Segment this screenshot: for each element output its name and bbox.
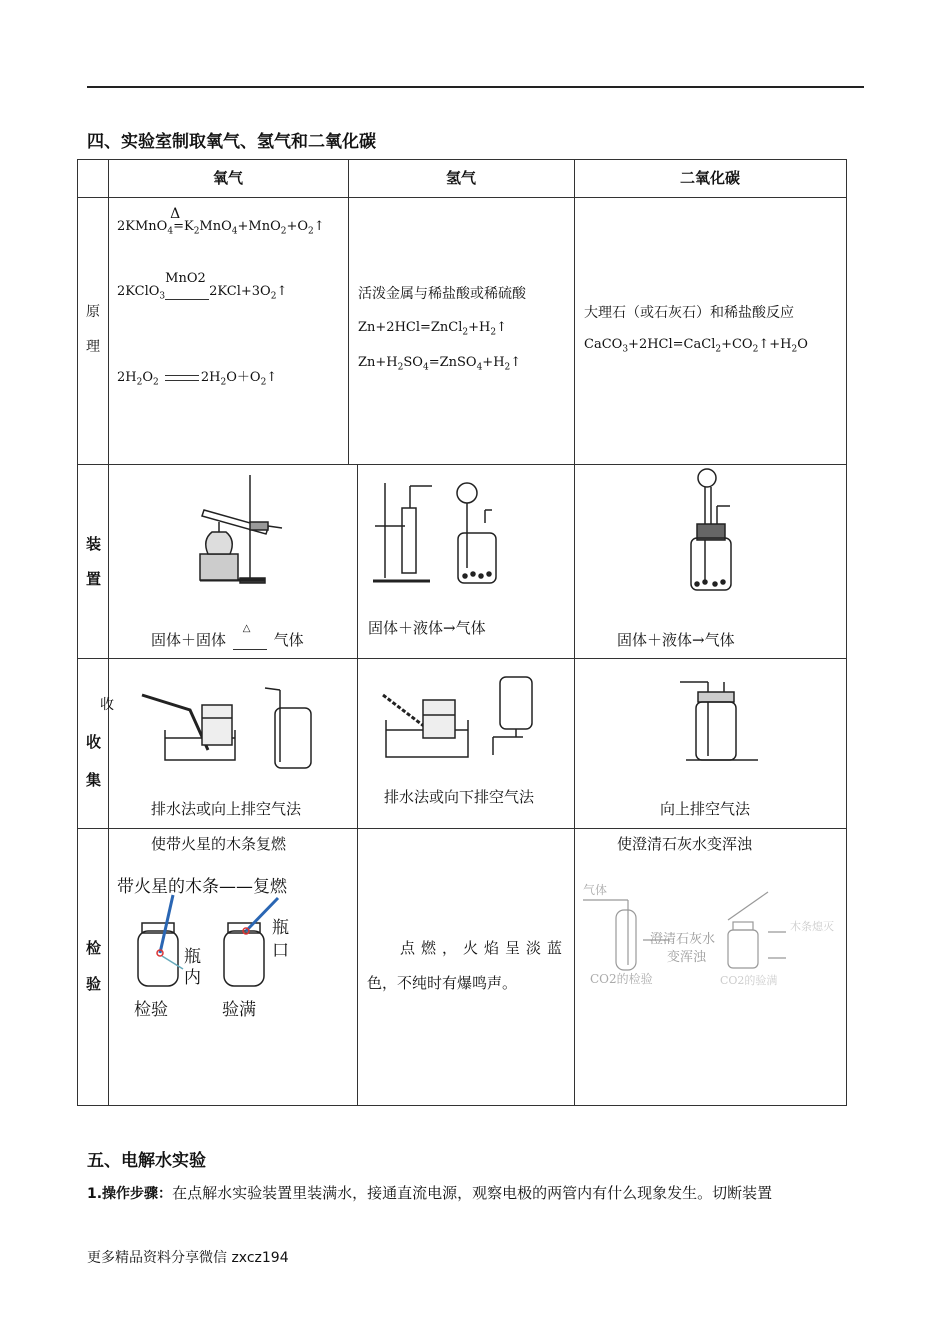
o2-equation-h2o2: $2H_2O_2$ $2H_2O+O_2↑$: [117, 370, 278, 388]
table-line-apparatus: [77, 658, 847, 659]
row-label-principle-2: 理: [86, 339, 100, 355]
o2-test-bottle-mouth-2: 口: [272, 941, 289, 961]
co2-test-check-label: CO2的检验: [590, 972, 653, 986]
row-label-apparatus-1: 装: [86, 535, 102, 553]
co2-principle-text: 大理石（或石灰石）和稀盐酸反应: [584, 305, 794, 321]
table-col-line-2b: [357, 464, 358, 1106]
header-hydrogen: 氢气: [445, 169, 476, 187]
h2-collection-figure: [378, 675, 548, 765]
h2-test-text-line1: 点燃，火焰呈淡蓝: [400, 939, 569, 957]
co2-test-full-label: CO2的验满: [720, 974, 778, 987]
h2-principle-text: 活泼金属与稀盐酸或稀硫酸: [358, 286, 526, 302]
table-line-principle: [77, 464, 847, 465]
row-label-test-1: 检: [86, 939, 102, 957]
co2-test-title: 使澄清石灰水变浑浊: [617, 835, 753, 853]
heat-condition: Δ: [170, 206, 181, 222]
table-line-header: [77, 197, 847, 198]
co2-collection-text: 向上排空气法: [660, 800, 751, 818]
o2-test-bottle-inside-1: 瓶: [184, 947, 201, 967]
o2-heating-apparatus-figure: [190, 470, 290, 590]
row-label-collect-0: 收: [100, 697, 114, 713]
o2-test-bottle-inside-2: 内: [184, 968, 201, 988]
h2-generation-apparatus-figure: [370, 478, 510, 588]
section5-step-paragraph: [87, 1182, 772, 1203]
co2-test-lime-label-1: 澄清石灰水: [650, 932, 716, 947]
footer-text: 更多精品资料分享微信 zxcz194: [87, 1250, 289, 1266]
o2-test-figure-caption: 带火星的木条——复燃: [117, 877, 287, 897]
section5-step-text: 在点解水实验装置里装满水，接通直流电源，观察电极的两管内有什么现象发生。切断装置: [172, 1184, 773, 1202]
co2-collection-figure: [680, 672, 760, 767]
top-rule: [87, 86, 864, 88]
h2-apparatus-text: 固体＋液体→气体: [368, 619, 486, 637]
o2-test-bottle-mouth-1: 瓶: [272, 918, 289, 938]
row-label-principle-1: 原: [86, 304, 100, 320]
section4-title: 四、实验室制取氧气、氢气和二氧化碳: [87, 132, 376, 152]
co2-test-lime-label-2: 变浑浊: [667, 950, 707, 965]
o2-test-check-label: 检验: [134, 1000, 168, 1020]
o2-equation-kclo3: 2KClO$_3$ MnO2 $2KCl+3O_2↑$: [117, 271, 288, 302]
co2-generation-apparatus-figure: [685, 466, 745, 596]
co2-test-gas-label: 气体: [583, 883, 608, 897]
table-col-line-3: [574, 159, 575, 1106]
o2-collection-text: 排水法或向上排空气法: [151, 800, 302, 818]
row-label-collect-1: 收: [86, 733, 102, 751]
o2-test-full-label: 验满: [222, 1000, 256, 1020]
o2-test-title: 使带火星的木条复燃: [151, 835, 287, 853]
section5-step-label: 1.操作步骤：: [87, 1186, 173, 1202]
row-label-apparatus-2: 置: [86, 570, 102, 588]
o2-collection-figure: [140, 680, 340, 770]
o2-apparatus-text: 固体＋固体 △ 气体: [151, 623, 304, 649]
header-oxygen: 氧气: [212, 169, 243, 187]
table-col-line-1: [108, 159, 109, 1106]
table-border-left: [77, 159, 78, 1106]
h2-equation-hcl: $Zn+2HCl=ZnCl_2+H_2↑$: [358, 320, 508, 338]
table-col-line-2a: [348, 159, 349, 464]
table-line-collect: [77, 828, 847, 829]
catalyst-label: MnO2: [165, 271, 206, 286]
table-border-top: [77, 159, 847, 160]
row-label-collect-2: 集: [86, 771, 102, 789]
h2-collection-text: 排水法或向下排空气法: [384, 788, 535, 806]
h2-test-text-line2: 色，不纯时有爆鸣声。: [367, 974, 518, 992]
header-co2: 二氧化碳: [679, 169, 740, 187]
table-border-bottom: [77, 1105, 847, 1106]
section5-title: 五、电解水实验: [87, 1151, 206, 1171]
co2-equation: $CaCO_3+2HCl=CaCl_2+CO_2↑+H_2O$: [584, 337, 808, 355]
table-border-right: [846, 159, 847, 1106]
co2-apparatus-text: 固体＋液体→气体: [617, 631, 735, 649]
row-label-test-2: 验: [86, 975, 102, 993]
co2-test-right-label: 木条熄灭: [790, 920, 834, 933]
o2-equation-kmno4: 2KMnO$_4$= Δ $K_2MnO_4+MnO_2+O_2↑$: [117, 206, 325, 237]
h2-equation-h2so4: $Zn+H_2SO_4=ZnSO_4+H_2↑$: [358, 355, 522, 373]
